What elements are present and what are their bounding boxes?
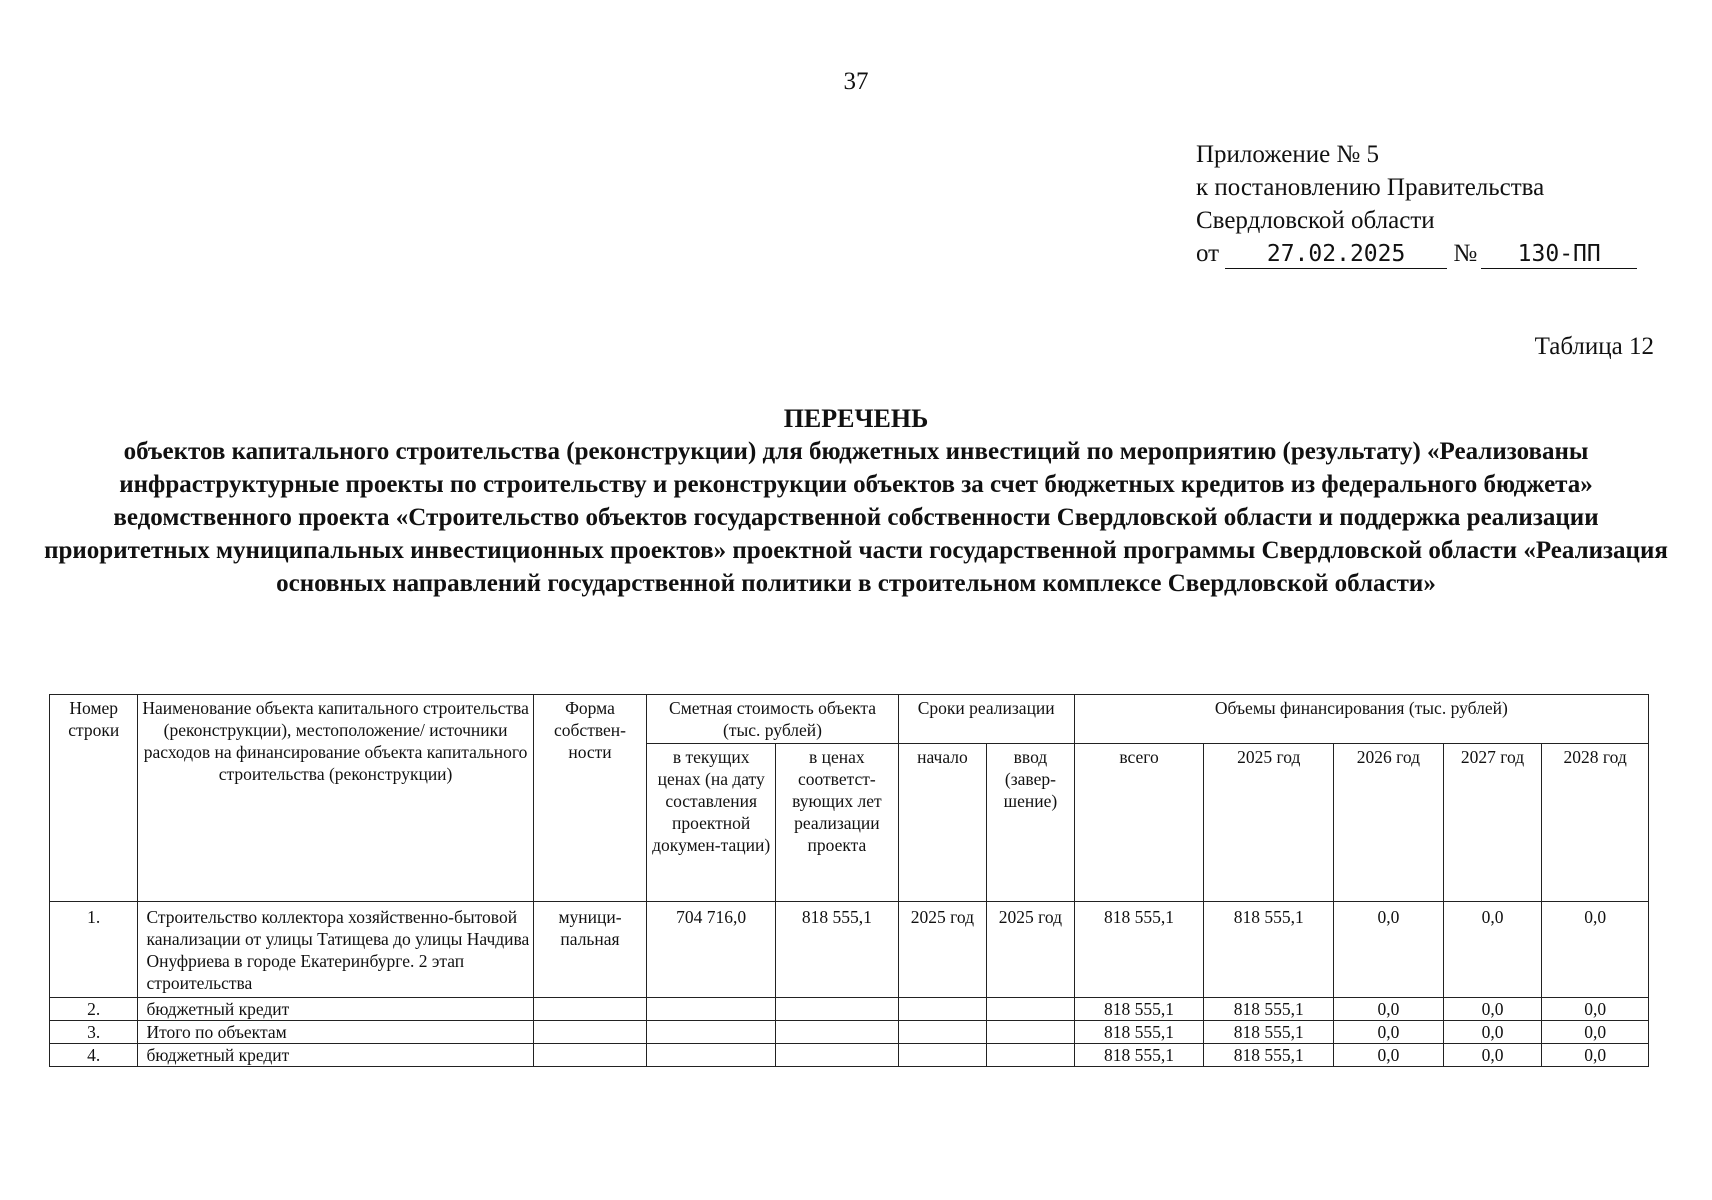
completion-year	[987, 1021, 1075, 1044]
completion-year	[987, 998, 1075, 1021]
amount-2026: 0,0	[1334, 902, 1444, 998]
total: 818 555,1	[1074, 998, 1204, 1021]
amount-2028: 0,0	[1542, 1021, 1649, 1044]
total: 818 555,1	[1074, 1021, 1204, 1044]
start-year: 2025 год	[898, 902, 986, 998]
header-name: Наименование объекта капитального строительства (реконструкции), местоположение/ источники расходов на финансирование объекта капитального строительства (реконструкции)	[138, 695, 533, 902]
header-2028: 2028 год	[1542, 744, 1649, 902]
amount-2028: 0,0	[1542, 1044, 1649, 1067]
header-row-number: Номер строки	[50, 695, 138, 902]
cost-current	[647, 998, 776, 1021]
resolution-number: 130-ПП	[1481, 240, 1637, 269]
ownership	[533, 1021, 647, 1044]
amount-2027: 0,0	[1443, 902, 1542, 998]
header-cost-years: в ценах соответст-вующих лет реализации проекта	[776, 744, 899, 902]
header-cost-current: в текущих ценах (на дату составления проектной докумен-тации)	[647, 744, 776, 902]
header-row-1	[50, 695, 1649, 744]
row-number: 4.	[50, 1044, 138, 1067]
from-label: от	[1196, 240, 1220, 267]
amount-2025: 818 555,1	[1204, 1021, 1334, 1044]
header-start: начало	[898, 744, 986, 902]
start-year	[898, 1021, 986, 1044]
header-ownership: Форма собствен-ности	[533, 695, 647, 902]
header-completion: ввод (завер-шение)	[987, 744, 1075, 902]
total: 818 555,1	[1074, 902, 1204, 998]
header-total: всего	[1074, 744, 1204, 902]
row-number: 1.	[50, 902, 138, 998]
investment-table	[49, 694, 1649, 1067]
resolution-date: 27.02.2025	[1225, 240, 1447, 269]
amount-2026: 0,0	[1334, 998, 1444, 1021]
row-number: 2.	[50, 998, 138, 1021]
cost-current	[647, 1044, 776, 1067]
page-number: 37	[843, 68, 869, 95]
header-terms: Сроки реализации	[898, 695, 1074, 744]
object-name: Строительство коллектора хозяйственно-бытовой канализации от улицы Татищева до улицы Начдива Онуфриева в городе Екатеринбурге. 2 этап строительства	[138, 902, 533, 998]
amount-2026: 0,0	[1334, 1021, 1444, 1044]
object-name: бюджетный кредит	[138, 1044, 533, 1067]
ownership	[533, 998, 647, 1021]
row-number: 3.	[50, 1021, 138, 1044]
completion-year	[987, 1044, 1075, 1067]
appendix-line-1: Приложение № 5	[1196, 141, 1380, 168]
amount-2025: 818 555,1	[1204, 902, 1334, 998]
appendix-block	[1196, 138, 1637, 270]
amount-2028: 0,0	[1542, 998, 1649, 1021]
number-label: №	[1453, 240, 1478, 267]
ownership: муници-пальная	[533, 902, 647, 998]
header-financing: Объемы финансирования (тыс. рублей)	[1074, 695, 1648, 744]
completion-year: 2025 год	[987, 902, 1075, 998]
amount-2025: 818 555,1	[1204, 998, 1334, 1021]
cost-current	[647, 1021, 776, 1044]
document-title	[40, 402, 1672, 600]
amount-2027: 0,0	[1443, 1044, 1542, 1067]
title-text: объектов капитального строительства (реконструкции) для бюджетных инвестиций по мероприятию (результату) «Реализованы инфраструктурные проекты по строительству и реконструкции объектов за счет бюджетных кредитов из федерального бюджета» ведомственного проекта «Строительство объектов государственной собственности Свердловской области и поддержка реализации приоритетных муниципальных инвестиционных проектов» проектной части государственной программы Свердловской области «Реализация основных направлений государственной политики в строительном комплексе Свердловской области»	[44, 438, 1668, 597]
appendix-line-3: Свердловской области	[1196, 207, 1435, 234]
object-name: Итого по объектам	[138, 1021, 533, 1044]
amount-2028: 0,0	[1542, 902, 1649, 998]
header-2026: 2026 год	[1334, 744, 1444, 902]
header-2025: 2025 год	[1204, 744, 1334, 902]
object-name: бюджетный кредит	[138, 998, 533, 1021]
cost-years	[776, 1044, 899, 1067]
cost-years	[776, 998, 899, 1021]
ownership	[533, 1044, 647, 1067]
cost-years: 818 555,1	[776, 902, 899, 998]
total: 818 555,1	[1074, 1044, 1204, 1067]
table-label: Таблица 12	[1534, 333, 1654, 360]
appendix-line-2: к постановлению Правительства	[1196, 174, 1545, 201]
header-2027: 2027 год	[1443, 744, 1542, 902]
table-row	[50, 1044, 1649, 1067]
cost-years	[776, 1021, 899, 1044]
header-estimated-cost: Сметная стоимость объекта (тыс. рублей)	[647, 695, 898, 744]
start-year	[898, 998, 986, 1021]
title-heading: ПЕРЕЧЕНЬ	[783, 404, 929, 433]
table-row	[50, 998, 1649, 1021]
appendix-line-4	[1196, 237, 1637, 270]
amount-2027: 0,0	[1443, 998, 1542, 1021]
amount-2026: 0,0	[1334, 1044, 1444, 1067]
table-row	[50, 1021, 1649, 1044]
amount-2027: 0,0	[1443, 1021, 1542, 1044]
amount-2025: 818 555,1	[1204, 1044, 1334, 1067]
table-row	[50, 902, 1649, 998]
start-year	[898, 1044, 986, 1067]
cost-current: 704 716,0	[647, 902, 776, 998]
